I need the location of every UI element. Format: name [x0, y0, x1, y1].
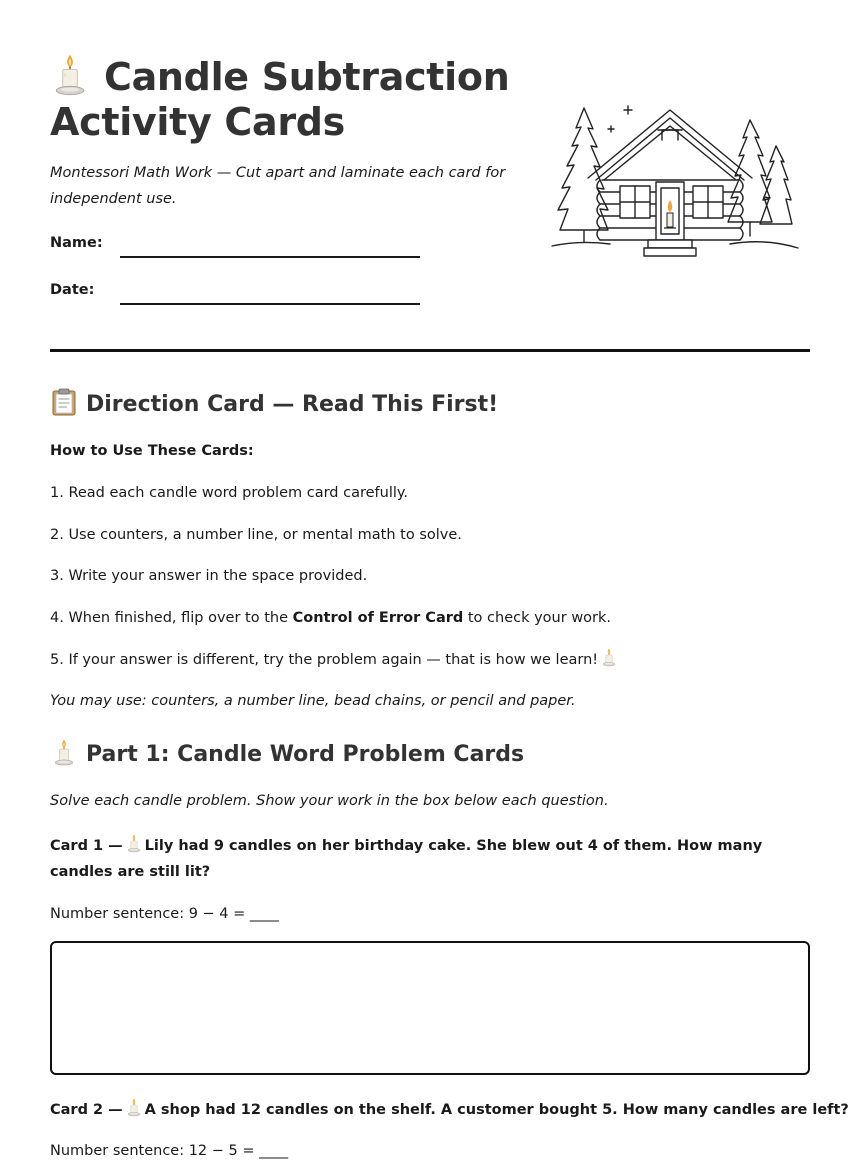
direction-card-heading	[50, 388, 498, 420]
card-1-number-sentence: Number sentence: 9 − 4 = ____	[50, 906, 279, 922]
control-of-error-text: Control of Error Card	[292, 610, 464, 626]
section-divider	[50, 349, 810, 352]
card-1-question-text: Lily had 9 candles on her birthday cake. She blew out 4 of them. How many candles are still lit?	[50, 838, 763, 880]
how-to-label: How to Use These Cards:	[50, 443, 254, 459]
step-2: 2. Use counters, a number line, or mental math to solve.	[50, 527, 462, 543]
candle-icon	[126, 1097, 142, 1117]
date-label: Date:	[50, 282, 95, 298]
name-write-line[interactable]	[120, 256, 420, 258]
title-line-1: Candle Subtraction	[104, 55, 510, 99]
step-5	[50, 647, 810, 672]
card-1-question	[50, 833, 810, 885]
step-4-after: to check your work.	[463, 610, 612, 626]
name-label: Name:	[50, 235, 103, 251]
part-1-heading	[50, 738, 524, 770]
clipboard-icon	[50, 388, 78, 416]
part-1-instructions: Solve each candle problem. Show your work in the box below each question.	[50, 793, 609, 809]
candle-icon	[50, 52, 90, 96]
card-2-label: Card 2 —	[50, 1102, 123, 1118]
step-4-before: 4. When finished, flip over to the	[50, 610, 293, 626]
step-5-text: 5. If your answer is different, try the problem again — that is how we learn!	[50, 652, 599, 668]
step-1: 1. Read each candle word problem card carefully.	[50, 485, 409, 501]
card-2-number-sentence: Number sentence: 12 − 5 = ____	[50, 1143, 289, 1159]
candle-icon	[601, 647, 617, 667]
step-3: 3. Write your answer in the space provided.	[50, 568, 368, 584]
page-title	[50, 52, 530, 145]
name-field	[50, 232, 430, 258]
card-1-work-box[interactable]	[50, 941, 810, 1075]
card-1-label: Card 1 —	[50, 838, 123, 854]
materials-note: You may use: counters, a number line, bead chains, or pencil and paper.	[50, 693, 576, 709]
step-4	[50, 606, 810, 630]
date-write-line[interactable]	[120, 303, 420, 305]
title-line-2: Activity Cards	[50, 100, 345, 144]
direction-heading-text: Direction Card — Read This First!	[86, 392, 499, 417]
card-2-question	[50, 1097, 849, 1122]
candle-icon	[50, 738, 78, 766]
subtitle: Montessori Math Work — Cut apart and laminate each card for independent use.	[50, 165, 506, 207]
candle-icon	[126, 833, 142, 853]
card-2-question-text: A shop had 12 candles on the shelf. A customer bought 5. How many candles are left?	[144, 1102, 849, 1118]
part-1-heading-text: Part 1: Candle Word Problem Cards	[86, 742, 525, 767]
cabin-illustration	[550, 100, 800, 262]
date-field	[50, 279, 430, 305]
